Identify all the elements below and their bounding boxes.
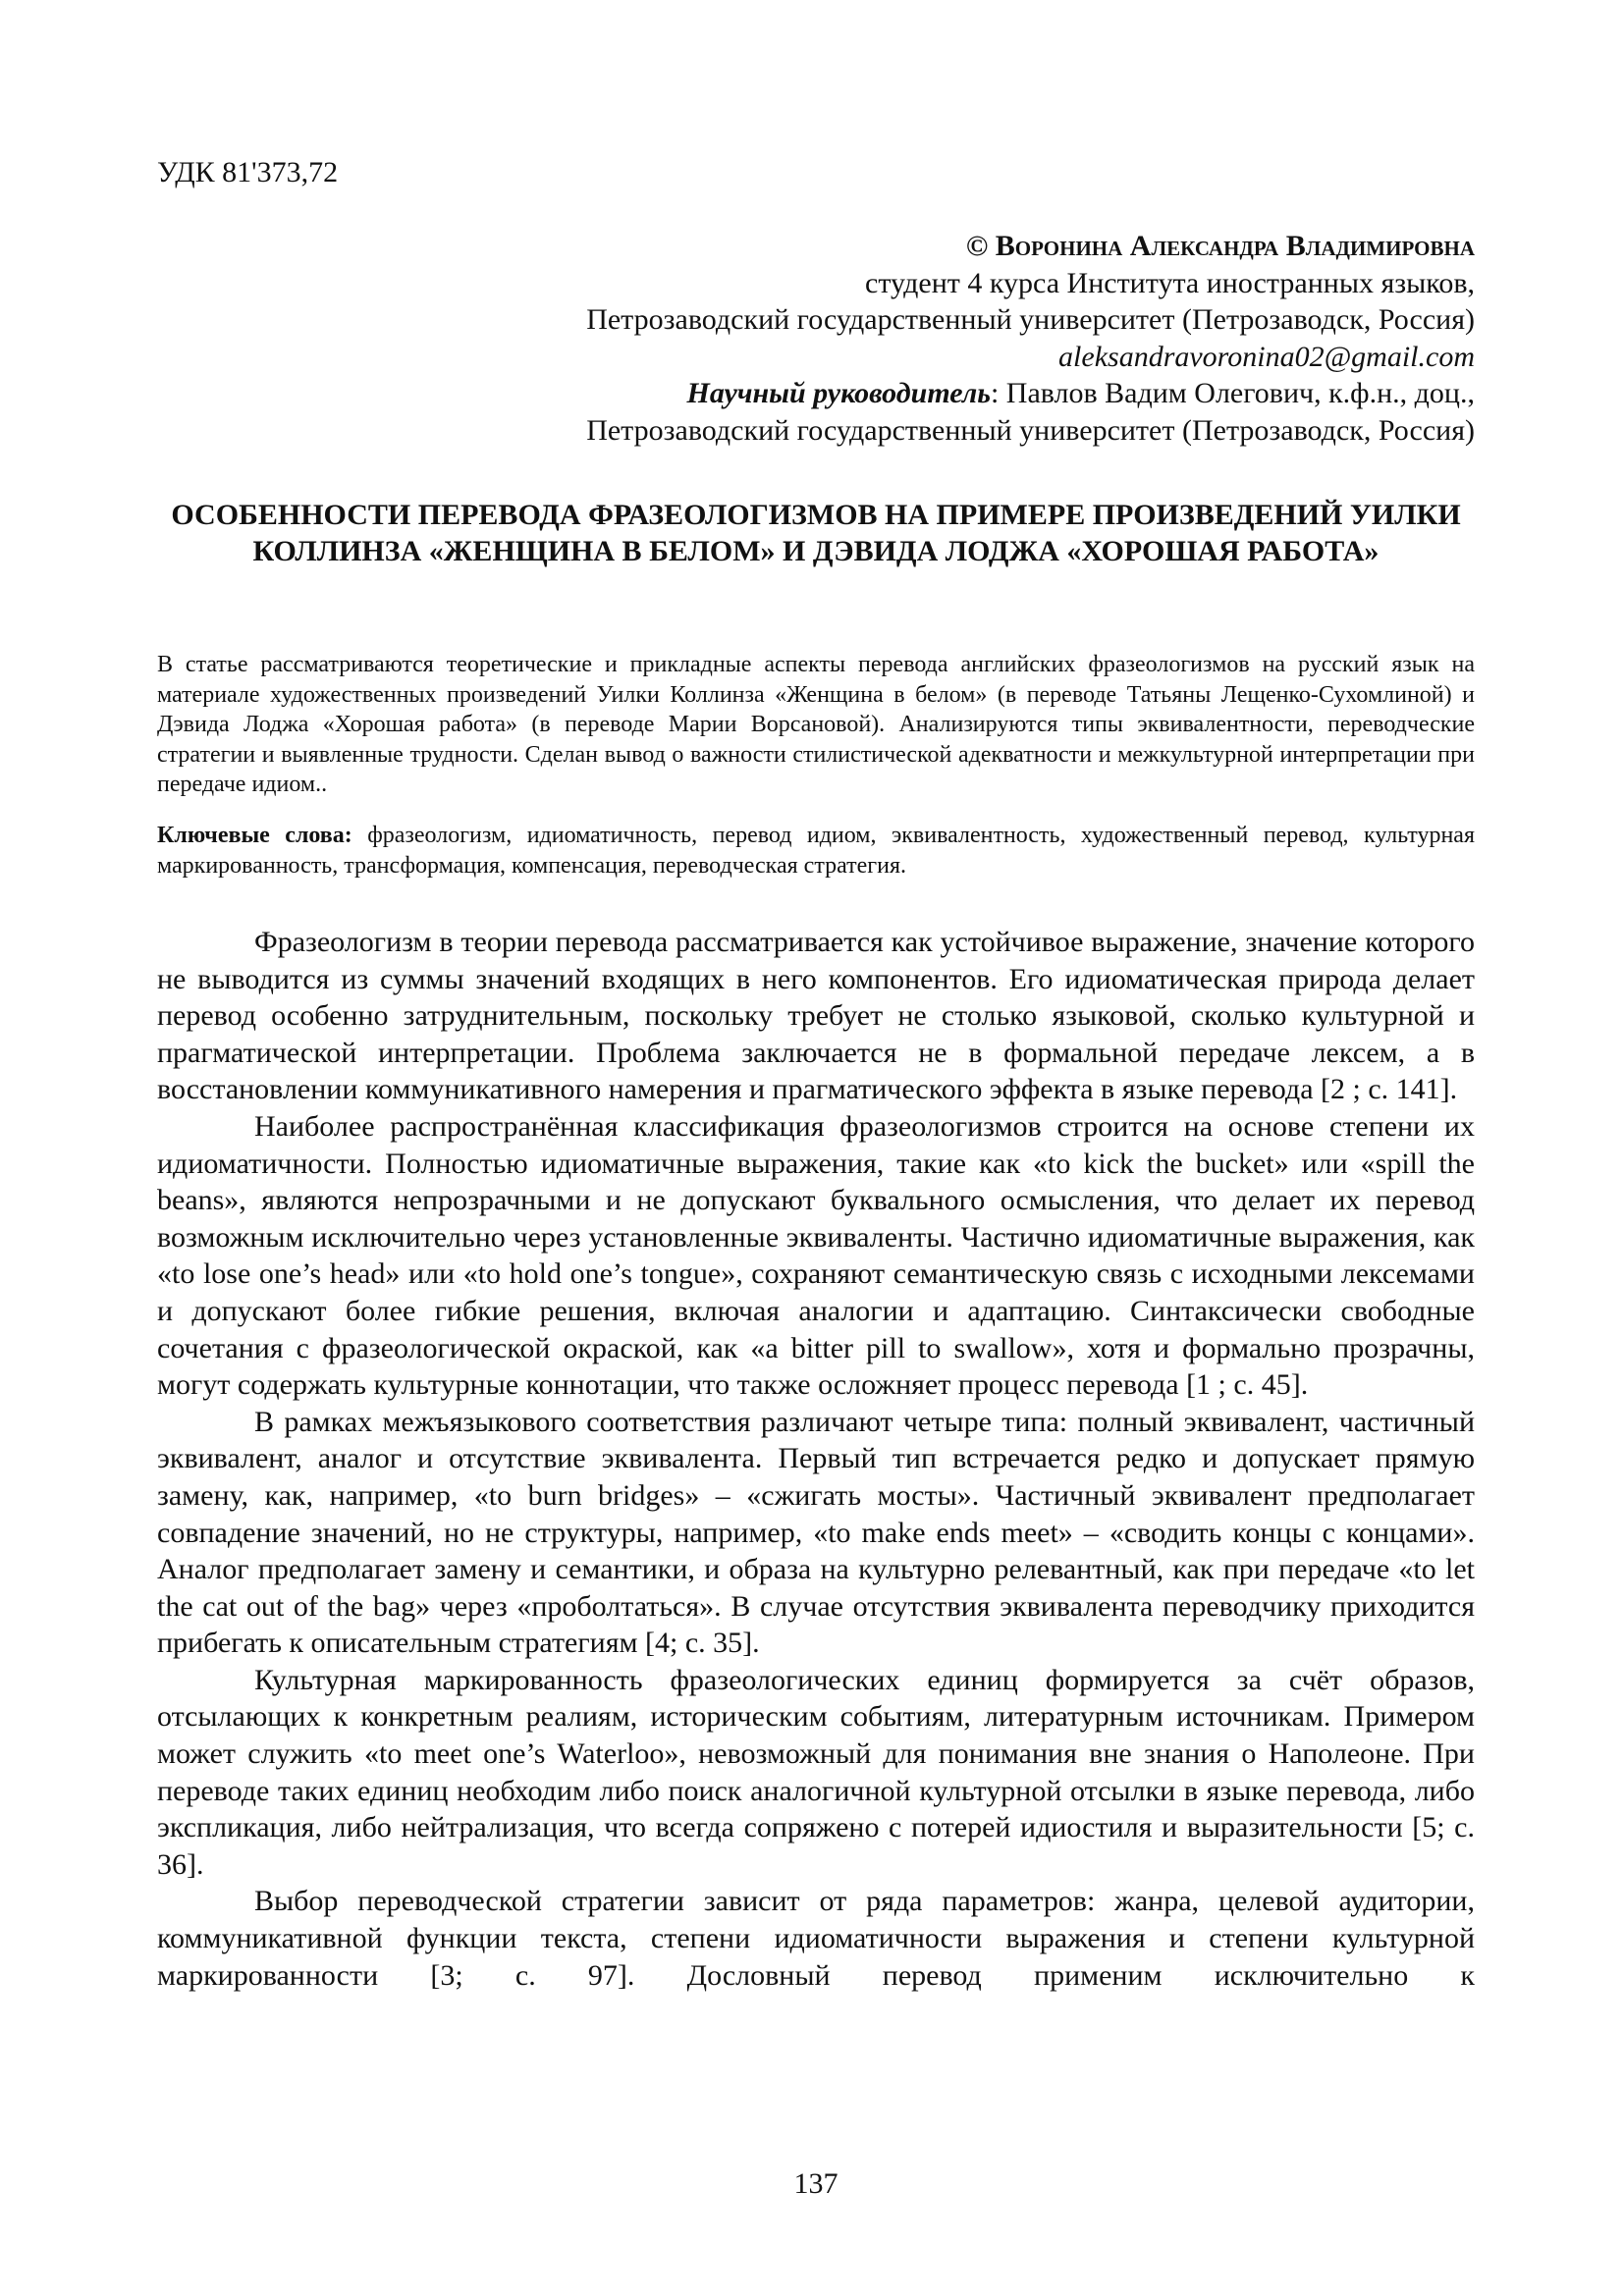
udk-code: УДК 81'373,72 — [157, 156, 339, 188]
body-text — [157, 924, 1475, 1994]
author-affiliation: Петрозаводский государственный университет (Петрозаводск, Россия) — [586, 303, 1475, 336]
body-paragraph: Наиболее распространённая классификация фразеологизмов строится на основе степени их идиоматичности. Полностью идиоматичные выражения, такие как «to kick the bucket» или «spill the beans», являются непрозрачными и не допускают буквального осмысления, что делает их перевод возможным исключительно через установленные эквиваленты. Частично идиоматичные выражения, как «to lose one’s head» или «to hold one’s tongue», сохраняют семантическую связь с исходными лексемами и допускают более гибкие решения, включая аналогии и адаптацию. Синтаксически свободные сочетания с фразеологической окраской, как «a bitter pill to swallow», хотя и формально прозрачны, могут содержать культурные коннотации, что также осложняет процесс перевода [1 ; с. 45]. — [157, 1109, 1475, 1402]
advisor-details: : Павлов Вадим Олегович, к.ф.н., доц., — [990, 377, 1475, 409]
author-position: студент 4 курса Института иностранных языков, — [865, 266, 1475, 299]
body-paragraph: Выбор переводческой стратегии зависит от ряда параметров: жанра, целевой аудитории, коммуникативной функции текста, степени идиоматичности выражения и степени культурной маркированности [3; с. 97]. Дословный перевод применим исключительно к — [157, 1885, 1475, 1992]
keywords-label: Ключевые слова: — [157, 823, 352, 848]
keywords — [157, 821, 1475, 881]
keywords-text: фразеологизм, идиоматичность, перевод идиом, эквивалентность, художественный перевод, культурная маркированность, трансформация, компенсация, переводческая стратегия. — [157, 823, 1475, 879]
page-number: 137 — [793, 2167, 839, 2200]
author-name: © Воронина Александра Владимировна — [965, 230, 1475, 262]
body-paragraph: В рамках межъязыкового соответствия различают четыре типа: полный эквивалент, частичный эквивалент, аналог и отсутствие эквивалента. Первый тип встречается редко и допускает прямую замену, как, например, «to burn bridges» – «сжигать мосты». Частичный эквивалент предполагает совпадение значений, но не структуры, например, «to make ends meet» – «сводить концы с концами». Аналог предполагает замену и семантики, и образа на культурно релевантный, как при передаче «to let the cat out of the bag» через «проболтаться». В случае отсутствия эквивалента переводчику приходится прибегать к описательным стратегиям [4; с. 35]. — [157, 1405, 1475, 1660]
abstract: В статье рассматриваются теоретические и прикладные аспекты перевода английских фразеологизмов на русский язык на материале художественных произведений Уилки Коллинза «Женщина в белом» (в переводе Татьяны Лещенко-Сухомлиной) и Дэвида Лоджа «Хорошая работа» (в переводе Марии Ворсановой). Анализируются типы эквивалентности, переводческие стратегии и выявленные трудности. Сделан вывод о важности стилистической адекватности и межкультурной интерпретации при передаче идиом.. — [157, 652, 1475, 797]
article-title: ОСОБЕННОСТИ ПЕРЕВОДА ФРАЗЕОЛОГИЗМОВ НА ПРИМЕРЕ ПРОИЗВЕДЕНИЙ УИЛКИ КОЛЛИНЗА «ЖЕНЩИНА В БЕЛОМ» И ДЭВИДА ЛОДЖА «ХОРОШАЯ РАБОТА» — [171, 499, 1461, 567]
advisor-line — [586, 375, 1475, 412]
body-paragraph: Культурная маркированность фразеологических единиц формируется за счёт образов, отсылающих к конкретным реалиям, историческим событиям, литературным источникам. Примером может служить «to meet one’s Waterloo», невозможный для понимания вне знания о Наполеоне. При переводе таких единиц необходим либо поиск аналогичной культурной отсылки в языке перевода, либо экспликация, либо нейтрализация, что всегда сопряжено с потерей идиостиля и выразительности [5; с. 36]. — [157, 1663, 1475, 1881]
author-block — [586, 228, 1475, 449]
author-email: aleksandravoronina02@gmail.com — [1058, 340, 1475, 373]
advisor-label: Научный руководитель — [686, 377, 991, 409]
body-paragraph: Фразеологизм в теории перевода рассматривается как устойчивое выражение, значение которого не выводится из суммы значений входящих в него компонентов. Его идиоматическая природа делает перевод особенно затруднительным, поскольку требует не столько языковой, сколько культурной и прагматической интерпретации. Проблема заключается не в формальной передаче лексем, а в восстановлении коммуникативного намерения и прагматического эффекта в языке перевода [2 ; с. 141]. — [157, 926, 1475, 1106]
advisor-affiliation: Петрозаводский государственный университет (Петрозаводск, Россия) — [586, 413, 1475, 447]
